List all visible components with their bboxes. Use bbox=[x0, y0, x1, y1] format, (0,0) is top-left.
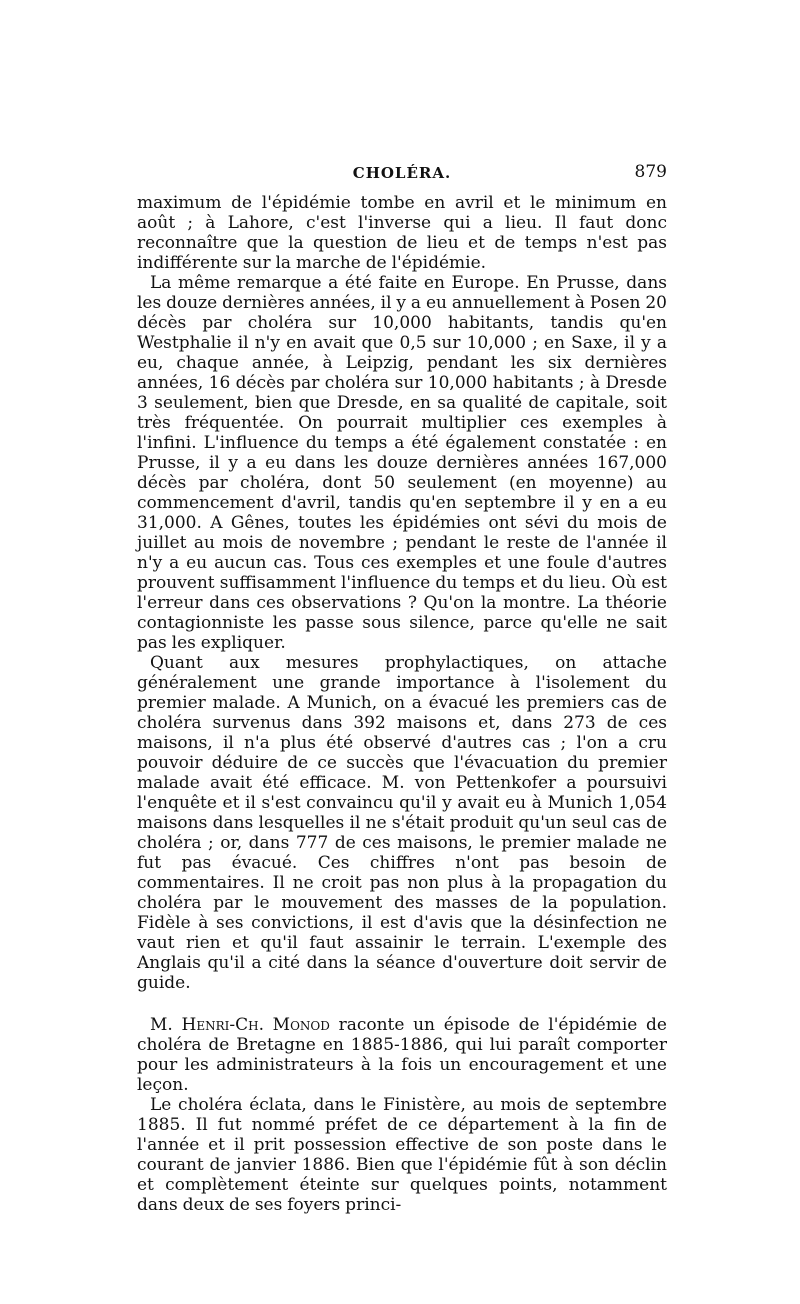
body-text bbox=[137, 193, 667, 1215]
paragraph-europe-remark: La même remarque a été faite en Europe. En Prusse, dans les douze dernières années, il y a eu annuellement à Posen 20 décès par choléra sur 10,000 habitants, tandis qu'en Westphalie il n'y en avait que 0,5 sur 10,000 ; en Saxe, il y a eu, chaque année, à Leipzig, pendant les six dernières années, 16 décès par choléra sur 10,000 habitants ; à Dresde 3 seulement, bien que Dresde, en sa qualité de capitale, soit très fréquentée. On pourrait multiplier ces exemples à l'infini. L'influence du temps a été également constatée : en Prusse, il y a eu dans les douze dernières années 167,000 décès par choléra, dont 50 seulement (en moyenne) au commencement d'avril, tandis qu'en septembre il y en a eu 31,000. A Gênes, toutes les épidémies ont sévi du mois de juillet au mois de novembre ; pendant le reste de l'année il n'y a eu aucun cas. Tous ces exemples et une foule d'autres prouvent suffisamment l'influence du temps et du lieu. Où est l'erreur dans ces observations ? Qu'on la montre. La théorie contagionniste les passe sous silence, parce qu'elle ne sait pas les expliquer. bbox=[137, 273, 667, 653]
paragraph-monod bbox=[137, 1015, 667, 1095]
paragraph-finistere: Le choléra éclata, dans le Finistère, au mois de septembre 1885. Il fut nommé préfet de ce département à la fin de l'année et il prit possession effective de son poste dans le courant de janvier 1886. Bien que l'épidémie fût à son déclin et complètement éteinte sur quelques points, notamment dans deux de ses foyers princi- bbox=[137, 1095, 667, 1215]
paragraph-continuation: maximum de l'épidémie tombe en avril et le minimum en août ; à Lahore, c'est l'inverse qui a lieu. Il faut donc reconnaître que la question de lieu et de temps n'est pas indifférente sur la marche de l'épidémie. bbox=[137, 193, 667, 273]
speaker-name: M. Henri-Ch. Monod bbox=[150, 1015, 330, 1035]
paragraph-monod-text: raconte un épisode de l'épidémie de choléra de Bretagne en 1885-1886, qui lui paraît comporter pour les administrateurs à la fois un encouragement et une leçon. bbox=[137, 1015, 667, 1095]
page-number: 879 bbox=[634, 162, 667, 182]
paragraph-prophylaxis: Quant aux mesures prophylactiques, on attache généralement une grande importance à l'isolement du premier malade. A Munich, on a évacué les premiers cas de choléra survenus dans 392 maisons et, dans 273 de ces maisons, il n'a plus été observé d'autres cas ; l'on a cru pouvoir déduire de ce succès que l'évacuation du premier malade avait été efficace. M. von Pettenkofer a poursuivi l'enquête et il s'est convaincu qu'il y avait eu à Munich 1,054 maisons dans lesquelles il ne s'était produit qu'un seul cas de choléra ; or, dans 777 de ces maisons, le premier malade ne fut pas évacué. Ces chiffres n'ont pas besoin de commentaires. Il ne croit pas non plus à la propagation du choléra par le mouvement des masses de la population. Fidèle à ses convictions, il est d'avis que la désinfection ne vaut rien et qu'il faut assainir le terrain. L'exemple des Anglais qu'il a cité dans la séance d'ouverture doit servir de guide. bbox=[137, 653, 667, 993]
running-title: CHOLÉRA. bbox=[352, 164, 452, 182]
running-head bbox=[137, 162, 667, 188]
